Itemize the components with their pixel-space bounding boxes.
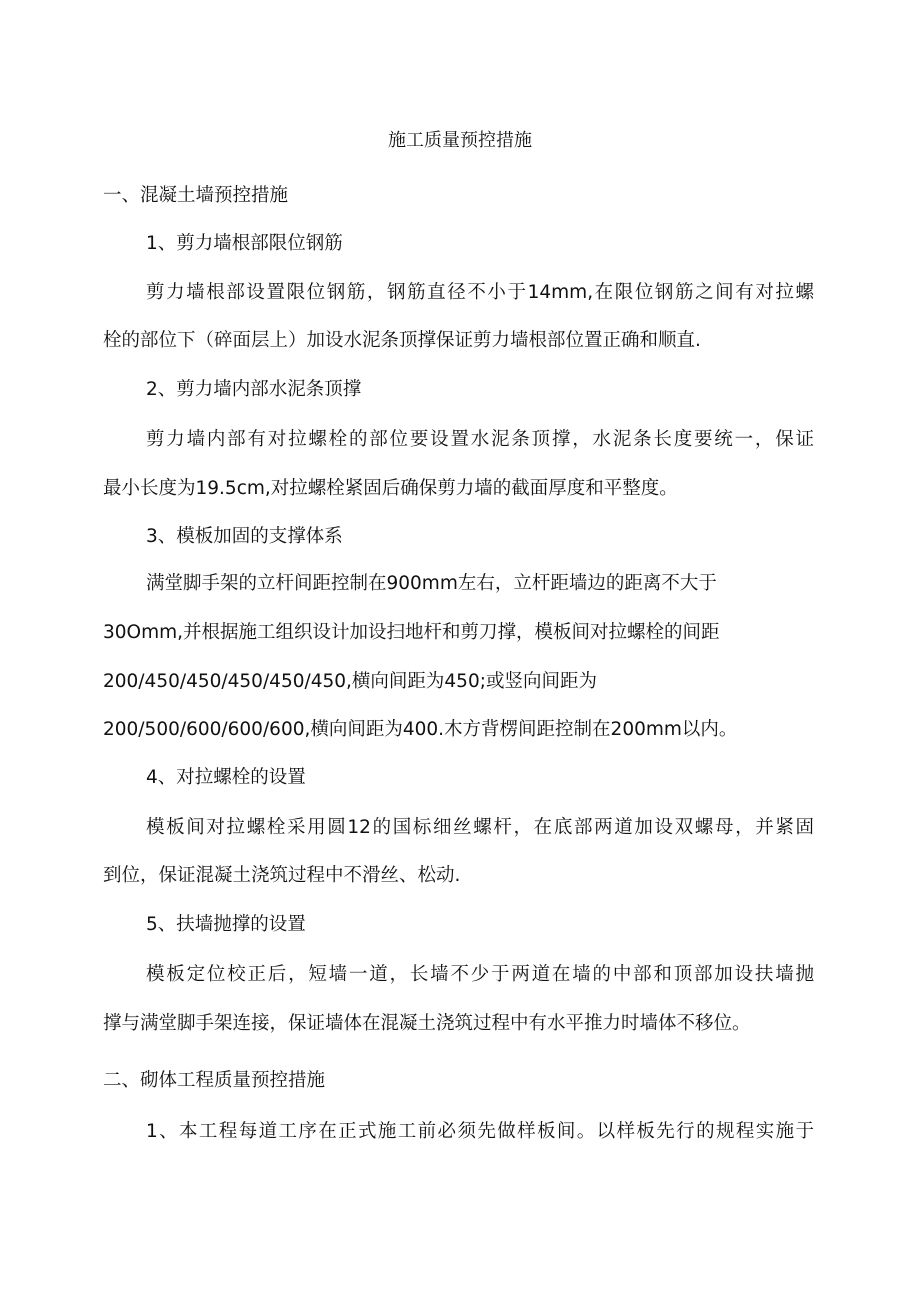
paragraph-line: 剪力墙根部设置限位钢筋，钢筋直径不小于14mm,在限位钢筋之间有对拉螺 (146, 282, 814, 303)
item-heading-1: 1、剪力墙根部限位钢筋 (146, 233, 343, 254)
paragraph-line: 模板间对拉螺栓采用圆12的国标细丝螺杆，在底部两道加设双螺母，并紧固 (146, 817, 814, 838)
paragraph-line: 最小长度为19.5cm,对拉螺栓紧固后确保剪力墙的截面厚度和平整度。 (103, 478, 678, 499)
paragraph-line: 撑与满堂脚手架连接，保证墙体在混凝土浇筑过程中有水平推力时墙体不移位。 (103, 1013, 751, 1034)
section-heading-masonry: 二、砌体工程质量预控措施 (103, 1070, 326, 1091)
item-heading-4: 4、对拉螺栓的设置 (146, 767, 306, 788)
section-heading-concrete-wall: 一、混凝土墙预控措施 (103, 185, 289, 206)
paragraph-line: 栓的部位下（碎面层上）加设水泥条顶撑保证剪力墙根部位置正确和顺直. (103, 330, 701, 351)
paragraph-line: 200/500/600/600/600,横向间距为400.木方背楞间距控制在200mm以内。 (103, 719, 738, 740)
item-heading-3: 3、模板加固的支撑体系 (146, 526, 343, 547)
paragraph-line: 30Omm,并根据施工组织设计加设扫地杆和剪刀撑，模板间对拉螺栓的间距 (103, 622, 720, 643)
paragraph-line: 剪力墙内部有对拉螺栓的部位要设置水泥条顶撑，水泥条长度要统一，保证 (146, 429, 814, 450)
paragraph-line: 200/450/450/450/450/450,横向间距为450;或竖向间距为 (103, 671, 597, 692)
paragraph-line: 满堂脚手架的立杆间距控制在900mm左右，立杆距墙边的距离不大于 (146, 573, 717, 594)
paragraph-line: 到位，保证混凝土浇筑过程中不滑丝、松动. (103, 865, 461, 886)
paragraph-line: 模板定位校正后，短墙一道，长墙不少于两道在墙的中部和顶部加设扶墙抛 (146, 964, 814, 985)
paragraph-line: 1、本工程每道工序在正式施工前必须先做样板间。以样板先行的规程实施于 (146, 1121, 814, 1142)
item-heading-5: 5、扶墙抛撑的设置 (146, 914, 306, 935)
item-heading-2: 2、剪力墙内部水泥条顶撑 (146, 379, 362, 400)
document-title: 施工质量预控措施 (388, 130, 532, 151)
